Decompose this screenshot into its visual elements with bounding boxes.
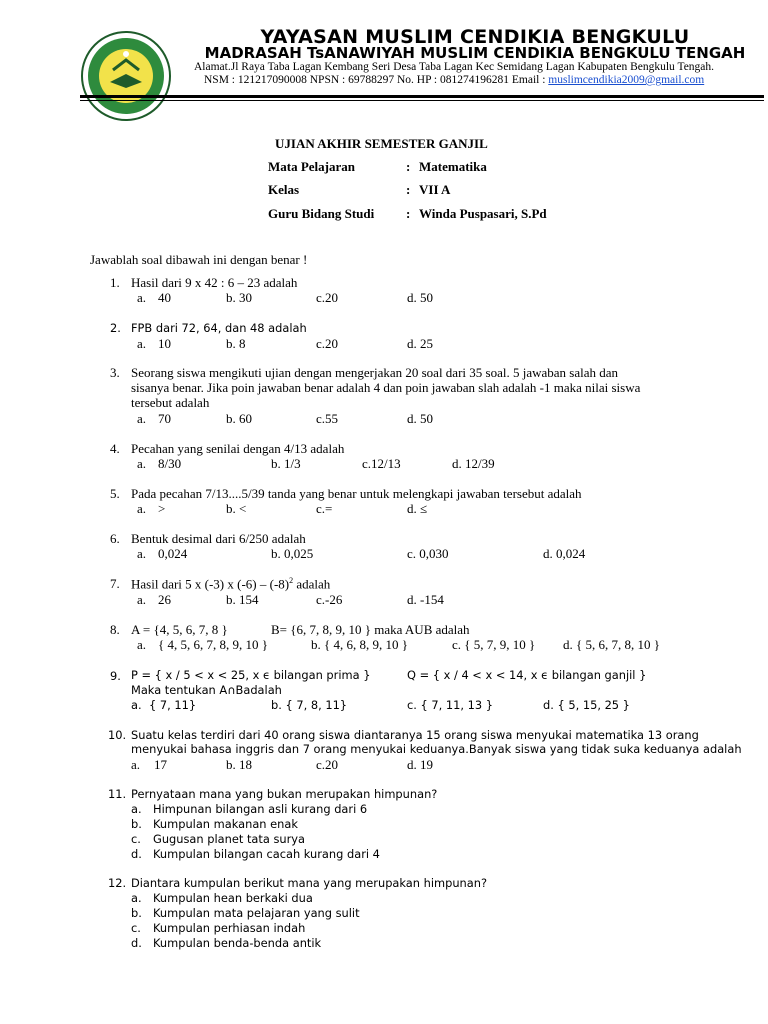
q9-option-c: c. { 7, 11, 13 }: [407, 698, 493, 712]
q7-text-after: adalah: [293, 576, 331, 592]
q11-option-b: Kumpulan makanan enak: [153, 817, 298, 831]
q10-option-a: 17: [154, 757, 167, 772]
q6-number: 6.: [110, 531, 120, 546]
q5-text: Pada pecahan 7/13....5/39 tanda yang benar untuk melengkapi jawaban tersebut adalah: [131, 486, 582, 501]
foundation-name: YAYASAN MUSLIM CENDIKIA BENGKULU: [260, 26, 690, 48]
q8-option-a: { 4, 5, 6, 7, 8, 9, 10 }: [158, 637, 268, 652]
instruction-text: Jawablah soal dibawah ini dengan benar !: [90, 252, 308, 267]
q9-option-d: d. { 5, 15, 25 }: [543, 698, 630, 712]
q3-option-b: b. 60: [226, 411, 252, 426]
q4-option-a: 8/30: [158, 456, 182, 471]
exam-teacher-label: Guru Bidang Studi: [268, 206, 375, 221]
q7-number: 7.: [110, 576, 120, 591]
q7-text-before: Hasil dari 5 x (-3) x (-6) – (-8): [131, 576, 290, 592]
q2-text: FPB dari 72, 64, dan 48 adalah: [131, 321, 307, 335]
school-ids-text: NSM : 121217090008 NPSN : 69788297 No. HP : 081274196281 Email :: [204, 74, 549, 86]
q9-set-q: Q = { x / 4 < x < 14, x ϵ bilangan ganjil }: [407, 668, 647, 682]
q10-option-c: c.20: [316, 757, 339, 772]
q9-option-b: b. { 7, 8, 11}: [271, 698, 348, 712]
q7-option-d: d. -154: [407, 592, 444, 607]
exam-class-label: Kelas: [268, 182, 300, 197]
q5-number: 5.: [110, 486, 120, 501]
q12-option-a: Kumpulan hean berkaki dua: [153, 891, 313, 905]
q8-number: 8.: [110, 622, 120, 637]
q2-option-b: b. 8: [226, 336, 246, 351]
q3-text-line2: sisanya benar. Jika poin jawaban benar adalah 4 dan poin jawaban slah adalah -1 maka nilai siswa: [131, 380, 641, 395]
q2-option-c: c.20: [316, 336, 339, 351]
q3-option-a-label: a.: [137, 411, 147, 426]
q7-option-c: c.-26: [316, 592, 343, 607]
exam-class-sep: :: [406, 182, 411, 197]
q1-number: 1.: [110, 275, 120, 290]
q2-option-d: d. 25: [407, 336, 433, 351]
q5-option-b: b. <: [226, 501, 247, 516]
exam-subject-sep: :: [406, 159, 411, 174]
q7-option-a-label: a.: [137, 592, 147, 607]
q12-option-d-label: d.: [131, 936, 142, 950]
q1-option-c: c.20: [316, 290, 339, 305]
q6-option-c: c. 0,030: [407, 546, 449, 561]
q12-number: 12.: [108, 876, 127, 890]
q5-option-a-label: a.: [137, 501, 147, 516]
header-rule-thick: [80, 95, 764, 98]
q10-option-b: b. 18: [226, 757, 252, 772]
q4-option-c: c.12/13: [362, 456, 401, 471]
q9-option-a: { 7, 11}: [149, 698, 197, 712]
q5-option-c: c.=: [316, 501, 333, 516]
q11-option-b-label: b.: [131, 817, 142, 831]
q9-set-p: P = { x / 5 < x < 25, x ϵ bilangan prima }: [131, 668, 371, 682]
q11-number: 11.: [108, 787, 127, 801]
q2-option-a-label: a.: [137, 336, 147, 351]
q8-option-d: d. { 5, 6, 7, 8, 10 }: [563, 637, 660, 652]
q12-option-c-label: c.: [131, 921, 141, 935]
q3-text-line1: Seorang siswa mengikuti ujian dengan mengerjakan 20 soal dari 35 soal. 5 jawaban salah dan: [131, 365, 619, 380]
q12-text: Diantara kumpulan berikut mana yang merupakan himpunan?: [131, 876, 488, 890]
q2-option-a: 10: [158, 336, 171, 351]
q10-option-a-label: a.: [131, 757, 141, 772]
q7-text: [131, 576, 330, 592]
q10-text-line1: Suatu kelas terdiri dari 40 orang siswa diantaranya 15 orang siswa menyukai matematika 13 orang: [131, 728, 699, 742]
q3-text-line3: tersebut adalah: [131, 395, 210, 410]
q8-option-b: b. { 4, 6, 8, 9, 10 }: [311, 637, 408, 652]
school-address: Alamat.Jl Raya Taba Lagan Kembang Seri Desa Taba Lagan Kec Semidang Lagan Kabupaten Bengkulu Tengah.: [194, 61, 715, 73]
q12-option-b-label: b.: [131, 906, 142, 920]
q8-set-a: A = {4, 5, 6, 7, 8 }: [131, 622, 228, 637]
q3-option-d: d. 50: [407, 411, 433, 426]
q8-set-b: B= {6, 7, 8, 9, 10 } maka AUB adalah: [271, 622, 470, 637]
q11-option-a: Himpunan bilangan asli kurang dari 6: [153, 802, 368, 816]
q9-option-a-label: a.: [131, 698, 142, 712]
q1-option-a-label: a.: [137, 290, 147, 305]
q10-number: 10.: [108, 728, 127, 742]
exam-title: UJIAN AKHIR SEMESTER GANJIL: [275, 136, 488, 151]
q12-option-a-label: a.: [131, 891, 142, 905]
q7-option-a: 26: [158, 592, 171, 607]
school-ids: [204, 74, 704, 86]
q6-option-a-label: a.: [137, 546, 147, 561]
q12-option-b: Kumpulan mata pelajaran yang sulit: [153, 906, 360, 920]
q5-option-d: d. ≤: [407, 501, 428, 516]
q11-option-c: Gugusan planet tata surya: [153, 832, 306, 846]
q11-option-d-label: d.: [131, 847, 142, 861]
q7-exponent: 2: [289, 576, 294, 585]
q9-text-line2: Maka tentukan A∩Badalah: [131, 683, 282, 697]
q3-option-c: c.55: [316, 411, 339, 426]
q4-option-d: d. 12/39: [452, 456, 495, 471]
q4-text: Pecahan yang senilai dengan 4/13 adalah: [131, 441, 345, 456]
q6-option-d: d. 0,024: [543, 546, 586, 561]
q3-option-a: 70: [158, 411, 171, 426]
q6-option-b: b. 0,025: [271, 546, 314, 561]
q12-option-d: Kumpulan benda-benda antik: [153, 936, 322, 950]
q8-option-a-label: a.: [137, 637, 147, 652]
exam-class-value: VII A: [419, 182, 451, 197]
q4-option-b: b. 1/3: [271, 456, 301, 471]
q11-option-c-label: c.: [131, 832, 141, 846]
q12-option-c: Kumpulan perhiasan indah: [153, 921, 306, 935]
q4-number: 4.: [110, 441, 120, 456]
q8-option-c: c. { 5, 7, 9, 10 }: [452, 637, 536, 652]
q1-option-a: 40: [158, 290, 171, 305]
q1-option-b: b. 30: [226, 290, 252, 305]
school-email-link[interactable]: muslimcendikia2009@gmail.com: [548, 74, 705, 86]
exam-teacher-value: Winda Puspasari, S.Pd: [419, 206, 547, 221]
q2-number: 2.: [110, 321, 121, 335]
q6-text: Bentuk desimal dari 6/250 adalah: [131, 531, 306, 546]
q5-option-a: >: [158, 501, 166, 516]
q10-option-d: d. 19: [407, 757, 433, 772]
q1-option-d: d. 50: [407, 290, 433, 305]
q11-option-d: Kumpulan bilangan cacah kurang dari 4: [153, 847, 380, 861]
exam-subject-value: Matematika: [419, 159, 487, 174]
q3-number: 3.: [110, 365, 120, 380]
header-rule-thin: [80, 100, 764, 101]
q1-text: Hasil dari 9 x 42 : 6 – 23 adalah: [131, 275, 298, 290]
q11-option-a-label: a.: [131, 802, 142, 816]
q9-number: 9.: [110, 669, 121, 683]
q7-option-b: b. 154: [226, 592, 259, 607]
q6-option-a: 0,024: [158, 546, 188, 561]
q10-text-line2: menyukai bahasa inggris dan 7 orang menyukai keduanya.Banyak siswa yang tidak suka keduanya adalah: [131, 742, 742, 756]
school-name: MADRASAH TsANAWIYAH MUSLIM CENDIKIA BENGKULU TENGAH: [204, 44, 746, 62]
exam-teacher-sep: :: [406, 206, 411, 221]
exam-subject-label: Mata Pelajaran: [268, 159, 356, 174]
q11-text: Pernyataan mana yang bukan merupakan himpunan?: [131, 787, 438, 801]
q4-option-a-label: a.: [137, 456, 147, 471]
